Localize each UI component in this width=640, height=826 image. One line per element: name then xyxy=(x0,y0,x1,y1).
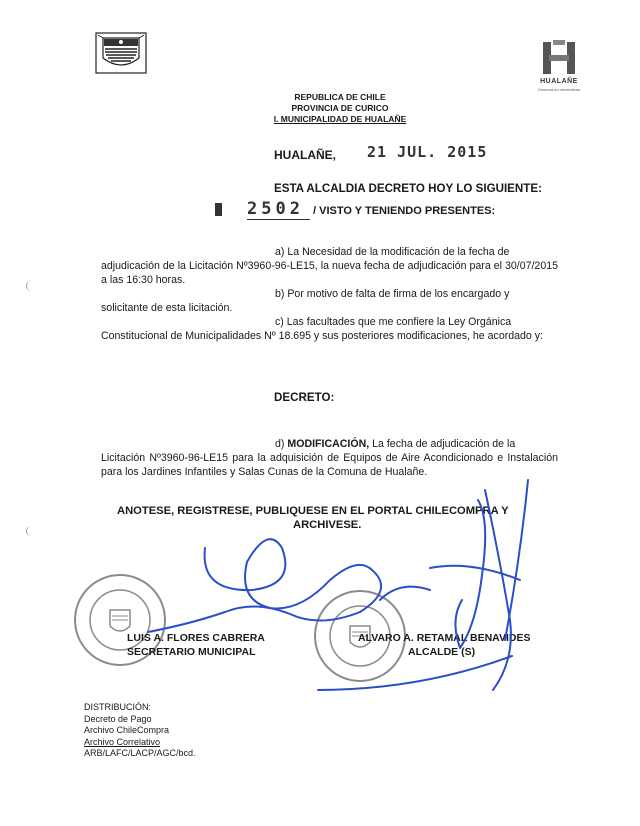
paragraph-b-lead: b) Por motivo de falta de firma de los encargado y xyxy=(275,288,510,300)
paragraph-b-body: solicitante de esta licitación. xyxy=(101,302,233,314)
distribution-item: Archivo Correlativo xyxy=(84,736,161,747)
mayor-name: ALVARO A. RETAMAL BENAVIDES xyxy=(358,632,531,644)
paragraph-d-body: Licitación Nº3960-96-LE15 para la adquisición de Equipos de Aire Acondicionado e Instalación para los Jardines Infantiles y Salas Cunas de la Comuna de Hualañe. xyxy=(101,452,558,478)
paragraph-c-lead: c) Las facultades que me confiere la Ley Orgánica xyxy=(275,316,512,328)
paragraph-c-body: Constitucional de Municipalidades Nº 18.695 y sus posteriores modificaciones, he acordado y: xyxy=(101,330,543,342)
header-line-country: REPUBLICA DE CHILE xyxy=(294,92,386,102)
paragraph-a-body: adjudicación de la Licitación Nº3960-96-LE15, la nueva fecha de adjudicación para el 30/07/2015 a las 16:30 horas. xyxy=(101,260,558,286)
distribution-initials: ARB/LAFC/LACP/AGC/bcd. xyxy=(84,748,196,758)
secretary-name: LUIS A. FLORES CABRERA xyxy=(127,632,265,644)
secretary-signature-stroke xyxy=(148,539,381,632)
date-stamp: 21 JUL. 2015 xyxy=(367,143,488,161)
closing-line-2: ARCHIVESE. xyxy=(293,519,362,531)
logo-name: HUALAÑE xyxy=(540,78,578,85)
distribution-title: DISTRIBUCIÓN: xyxy=(84,702,152,712)
visto-title: / VISTO Y TENIENDO PRESENTES: xyxy=(313,205,496,217)
decree-heading: ESTA ALCALDIA DECRETO HOY LO SIGUIENTE: xyxy=(274,182,542,195)
binder-hole-mark xyxy=(26,281,37,291)
header-line-province: PROVINCIA DE CURICO xyxy=(291,103,389,113)
paragraph-d-lead-rest: La fecha de adjudicación de la xyxy=(369,438,516,450)
paragraph-d-bold: MODIFICACIÓN, xyxy=(287,438,370,450)
paragraph-d-prefix: d) xyxy=(275,438,288,450)
secretary-title: SECRETARIO MUNICIPAL xyxy=(127,646,256,658)
logo-tagline: Comuna en movimiento xyxy=(537,87,581,92)
distribution-item: Archivo ChileCompra xyxy=(84,725,170,735)
paragraph-a-lead: a) La Necesidad de la modificación de la fecha de xyxy=(275,246,510,258)
distribution-block xyxy=(84,702,196,760)
binder-hole-mark xyxy=(26,526,37,536)
closing-line-1: ANOTESE, REGISTRESE, PUBLIQUESE EN EL PORTAL CHILECOMPRA Y xyxy=(117,505,509,517)
distribution-item: Decreto de Pago xyxy=(84,713,152,724)
place-label: HUALAÑE, xyxy=(274,148,336,162)
decree-number: 2502 xyxy=(247,199,310,220)
mayor-signature-stroke xyxy=(318,480,531,690)
decreto-title: DECRETO: xyxy=(274,391,335,404)
mayor-title: ALCALDE (S) xyxy=(408,646,476,658)
header-line-municipality: I. MUNICIPALIDAD DE HUALAÑE xyxy=(273,114,407,124)
